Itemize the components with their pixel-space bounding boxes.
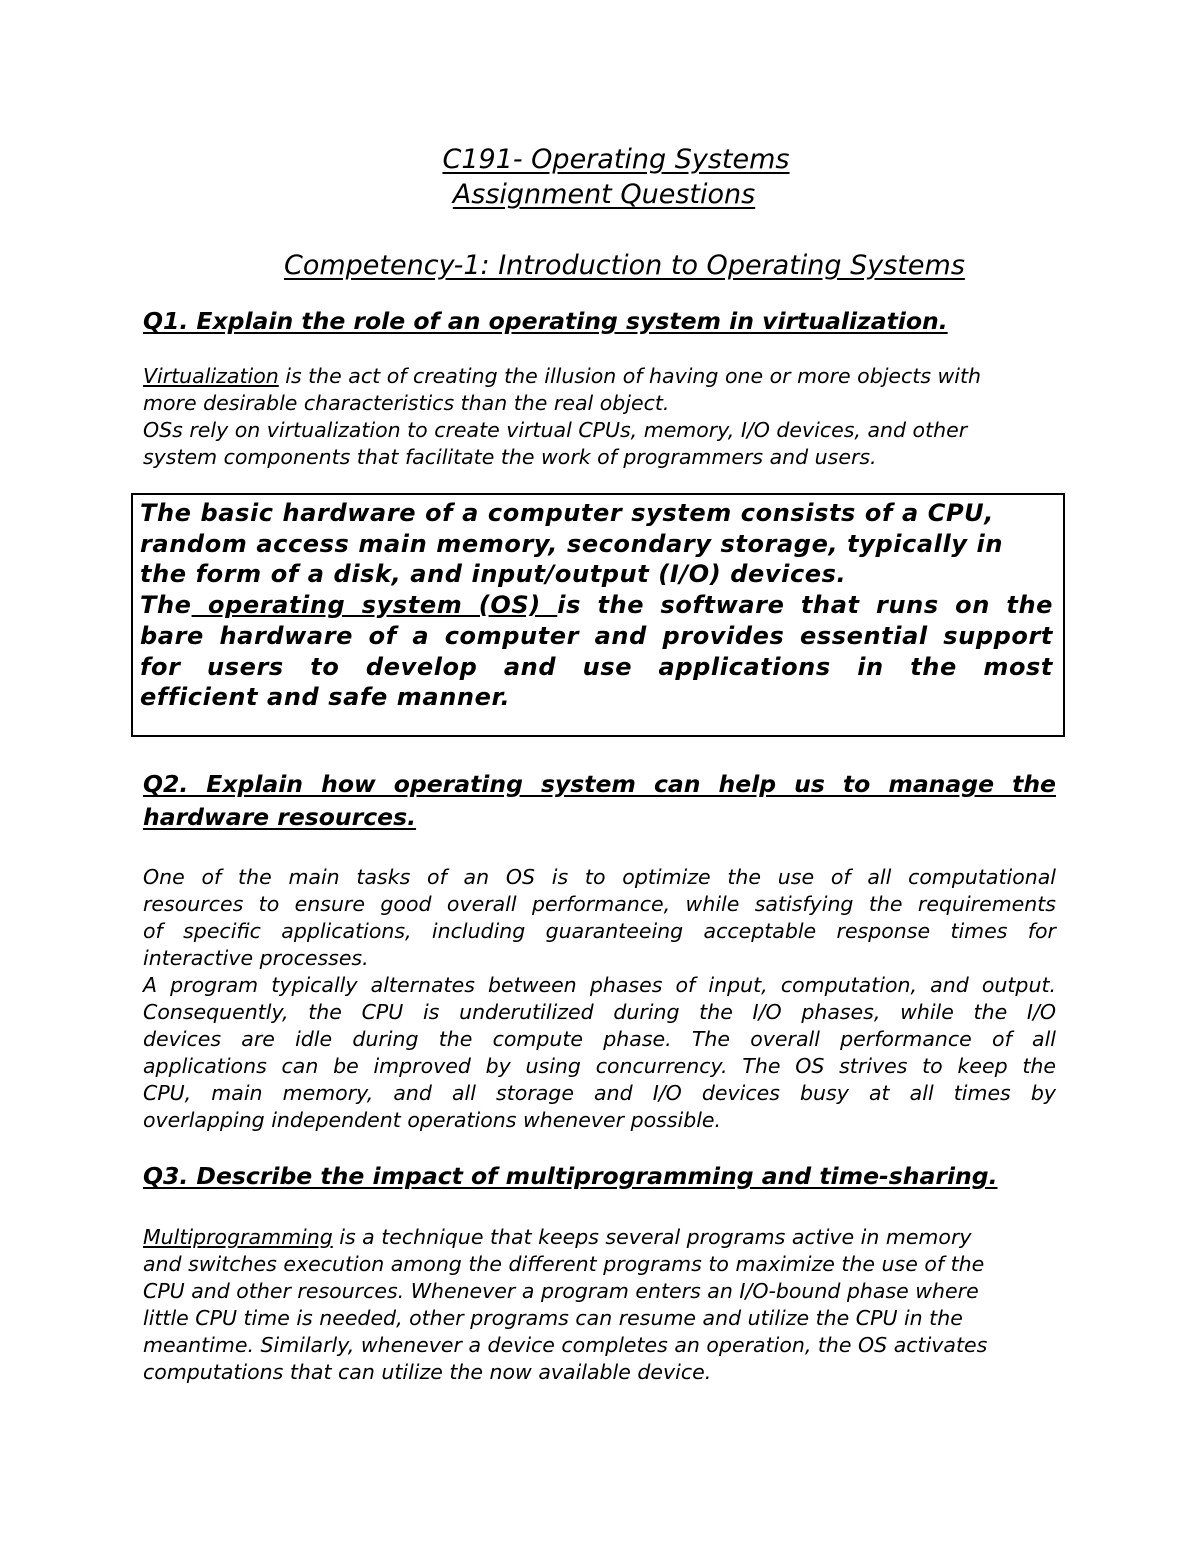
answer-line: more desirable characteristics than the real object.	[143, 391, 670, 415]
answer-line: Consequently, the CPU is underutilized during the I/O phases, while the I/O	[143, 1000, 1056, 1024]
answer-line: interactive processes.	[143, 946, 369, 970]
term-operating-system: operating system (OS)	[191, 591, 558, 620]
answer-line: computations that can utilize the now available device.	[143, 1360, 712, 1384]
question-2-heading: Q2. Explain how operating system can help us to manage the hardware resources.	[143, 770, 1056, 831]
question-1-heading: Q1. Explain the role of an operating system in virtualization.	[143, 307, 948, 335]
question-2-answer	[143, 864, 1056, 1134]
answer-line: CPU, main memory, and all storage and I/O devices busy at all times by	[143, 1081, 1056, 1105]
question-3-answer	[143, 1224, 1056, 1386]
answer-line: of specific applications, including guaranteeing acceptable response times for	[143, 919, 1056, 943]
answer-line: OSs rely on virtualization to create virtual CPUs, memory, I/O devices, and other	[143, 418, 968, 442]
answer-line: resources to ensure good overall performance, while satisfying the requirements	[143, 892, 1056, 916]
box-line: efficient and safe manner.	[140, 683, 511, 712]
definition-box-text	[140, 498, 1053, 713]
answer-text: is the act of creating the illusion of having one or more objects with	[278, 364, 982, 388]
course-title: C191- Operating Systems	[442, 144, 790, 175]
question-1-answer	[143, 363, 1056, 471]
box-text: is the software that runs on the	[557, 591, 1054, 620]
answer-line: A program typically alternates between phases of input, computation, and output.	[143, 973, 1056, 997]
answer-text: is a technique that keeps several programs active in memory	[332, 1225, 972, 1249]
answer-line	[143, 363, 1056, 390]
answer-line: CPU and other resources. Whenever a program enters an I/O-bound phase where	[143, 1279, 979, 1303]
answer-line: applications can be improved by using concurrency. The OS strives to keep the	[143, 1054, 1056, 1078]
competency-heading: Competency-1: Introduction to Operating Systems	[284, 250, 965, 281]
answer-line: overlapping independent operations whenever possible.	[143, 1108, 722, 1132]
answer-line: little CPU time is needed, other programs can resume and utilize the CPU in the	[143, 1306, 963, 1330]
term-multiprogramming: Multiprogramming	[143, 1225, 333, 1249]
answer-line	[143, 1224, 1056, 1251]
answer-line: and switches execution among the different programs to maximize the use of the	[143, 1252, 985, 1276]
box-text: The	[140, 591, 192, 620]
box-line: for users to develop and use applications in the most	[140, 652, 1053, 681]
box-line: the form of a disk, and input/output (I/O) devices.	[140, 560, 847, 589]
box-line: random access main memory, secondary storage, typically in	[140, 529, 1004, 558]
answer-line: devices are idle during the compute phase. The overall performance of all	[143, 1027, 1056, 1051]
box-line	[140, 590, 1053, 621]
answer-line: system components that facilitate the work of programmers and users.	[143, 445, 877, 469]
term-virtualization: Virtualization	[143, 364, 279, 388]
box-line: The basic hardware of a computer system consists of a CPU,	[140, 499, 994, 527]
box-line: bare hardware of a computer and provides essential support	[140, 621, 1053, 650]
answer-line: One of the main tasks of an OS is to optimize the use of all computational	[143, 865, 1056, 889]
question-3-heading: Q3. Describe the impact of multiprogramming and time-sharing.	[143, 1162, 998, 1190]
assignment-title: Assignment Questions	[452, 179, 756, 210]
answer-line: meantime. Similarly, whenever a device completes an operation, the OS activates	[143, 1333, 988, 1357]
